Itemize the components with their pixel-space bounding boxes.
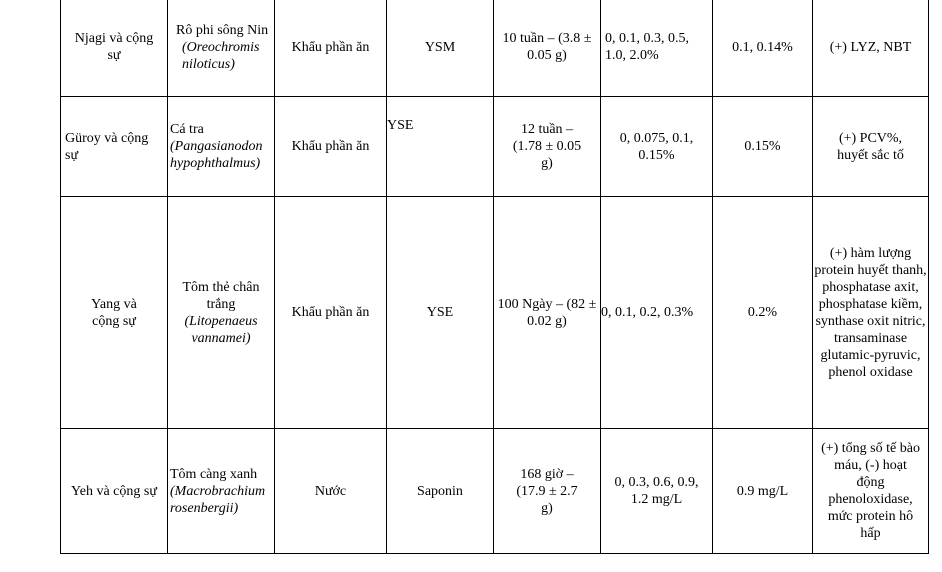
product-text: Saponin [417,483,463,499]
duration-text: 168 giờ – (17.9 ± 2.7 g) [516,466,578,516]
effect-text: (+) LYZ, NBT [829,39,912,55]
route-text: Khẩu phần ăn [291,39,370,55]
table-row [61,96,928,196]
route-text: Khẩu phần ăn [291,305,370,320]
species-cell [168,429,275,553]
doses-text: 0, 0.075, 0.1, 0.15% [619,130,694,163]
table-row [61,0,928,96]
optimal-text: 0.2% [747,305,778,320]
doses-cell [601,197,713,428]
species-latin: (Oreochromis niloticus) [182,39,260,72]
author-text: Güroy và cộng sự [65,130,149,163]
duration-cell [494,197,601,428]
doses-cell [601,429,713,553]
effect-text: (+) tổng số tế bào máu, (-) hoạt động phenoloxidase, mức protein hô hấp [821,441,920,541]
effect-cell [813,429,928,553]
route-cell [275,429,387,553]
effect-cell [813,0,928,96]
table-row [61,428,928,553]
product-cell [387,429,494,553]
product-cell [387,0,494,96]
doses-text: 0, 0.3, 0.6, 0.9, 1.2 mg/L [614,475,699,507]
author-text: Yeh và cộng sự [71,483,157,499]
optimal-cell [713,197,813,428]
optimal-cell [713,429,813,553]
doses-text: 0, 0.1, 0.3, 0.5, 1.0, 2.0% [605,31,689,63]
species-latin: (Litopenaeus vannamei) [184,313,258,346]
effect-cell [813,197,928,428]
species-cell [168,197,275,428]
route-text: Khẩu phần ăn [291,139,370,154]
effect-text: (+) PCV%, huyết sắc tố [837,130,904,163]
species-common: Cá tra [170,122,204,137]
author-cell [61,197,168,428]
species-common: Rô phi sông Nin [176,22,269,38]
doses-cell [601,0,713,96]
author-text: Yang và cộng sự [91,296,137,329]
route-cell [275,97,387,196]
author-text: Njagi và cộng sự [74,31,154,63]
duration-cell [494,97,601,196]
product-text: YSM [424,39,456,55]
optimal-cell [713,0,813,96]
doses-text: 0, 0.1, 0.2, 0.3% [601,305,694,320]
doses-cell [601,97,713,196]
product-cell [387,97,494,196]
effect-text: (+) hàm lượng protein huyết thanh, phosphatase axit, phosphatase kiềm, synthase oxit nitric, transaminase glutamic-pyruvic, phenol oxidase [814,245,927,380]
optimal-text: 0.9 mg/L [736,483,789,499]
author-cell [61,429,168,553]
product-text: YSE [426,305,454,320]
species-cell [168,0,275,96]
optimal-text: 0.15% [744,139,781,154]
duration-text: 100 Ngày – (82 ± 0.02 g) [497,296,597,329]
optimal-text: 0.1, 0.14% [732,39,793,55]
species-latin: (Pangasianodon hypophthalmus) [170,139,263,171]
author-cell [61,97,168,196]
table-row [61,196,928,428]
route-cell [275,0,387,96]
route-text: Nước [314,483,347,499]
duration-text: 10 tuần – (3.8 ± 0.05 g) [502,31,592,63]
species-common: Tôm thẻ chân trắng [182,279,260,312]
duration-cell [494,0,601,96]
author-cell [61,0,168,96]
product-cell [387,197,494,428]
species-latin: (Macrobrachium rosenbergii) [170,483,266,516]
effect-cell [813,97,928,196]
product-text: YSE [387,118,414,133]
duration-text: 12 tuần – (1.78 ± 0.05 g) [512,122,582,171]
optimal-cell [713,97,813,196]
species-common: Tôm càng xanh [170,466,258,482]
route-cell [275,197,387,428]
species-cell [168,97,275,196]
data-table [60,0,929,554]
duration-cell [494,429,601,553]
